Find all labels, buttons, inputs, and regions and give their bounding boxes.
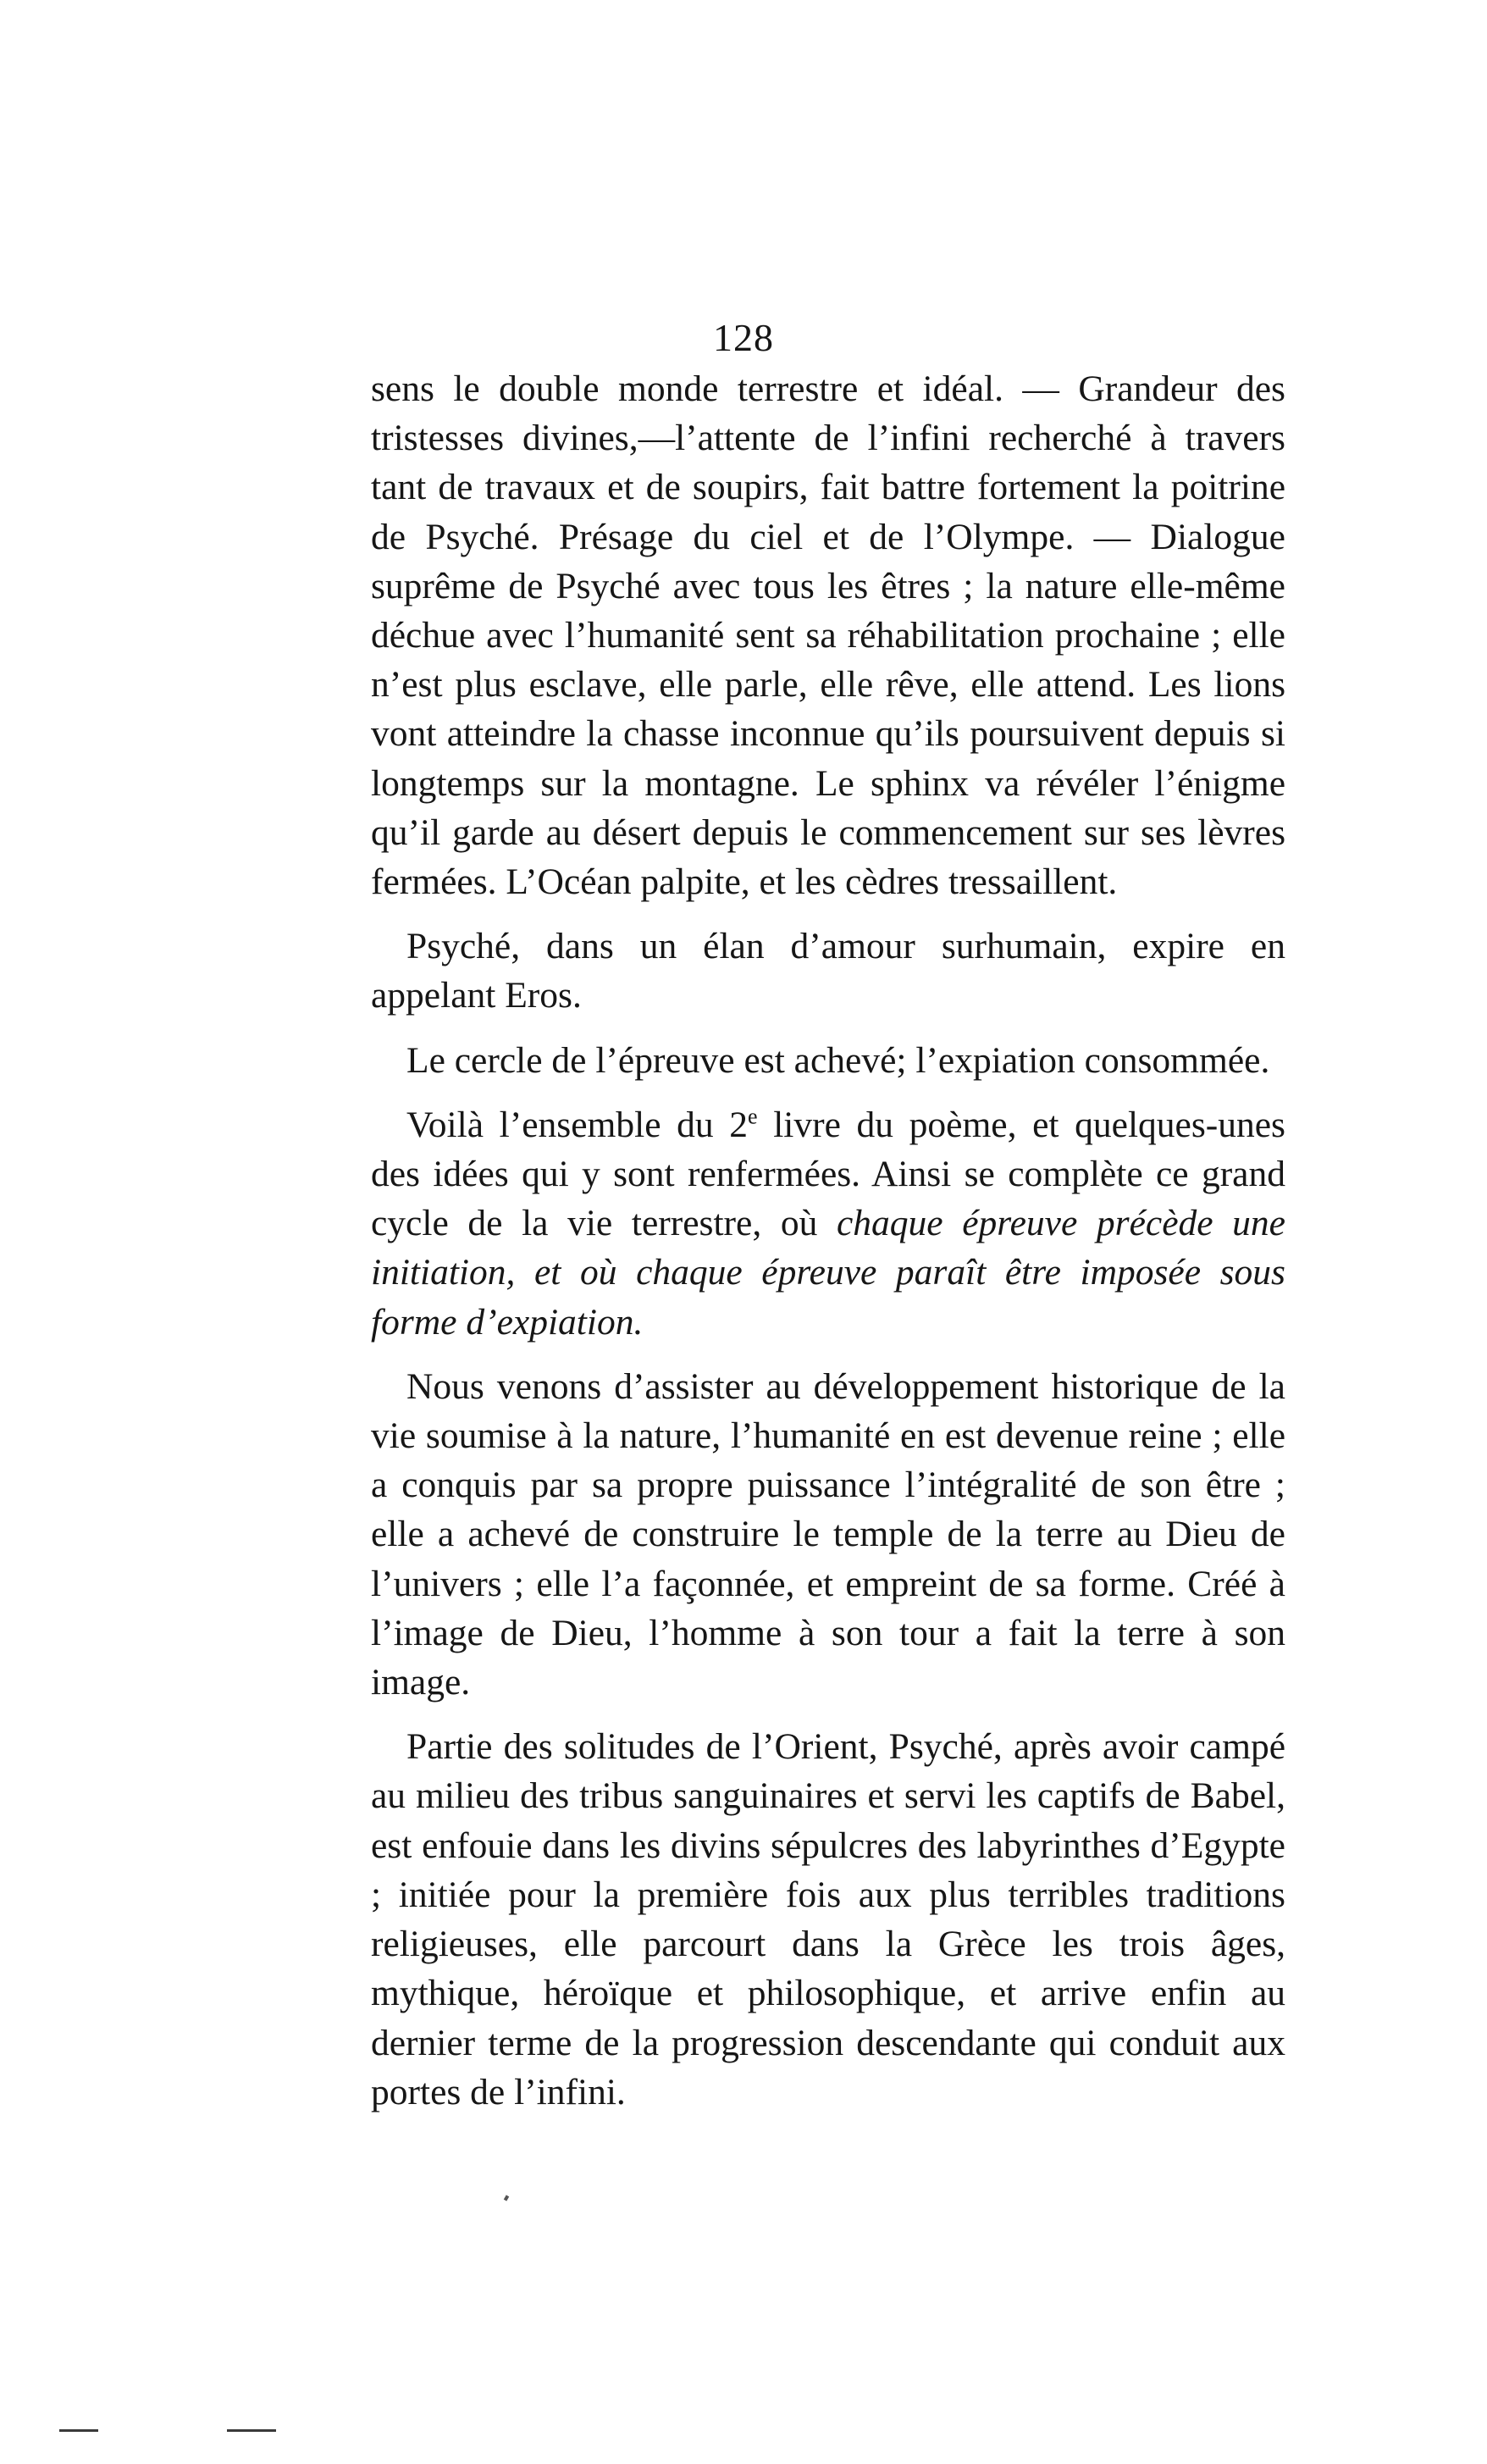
italic-phrase: chaque épreuve précède une initiation, et où chaque épreuve paraît être imposée sous forme d’expiation. bbox=[371, 1203, 1285, 1343]
ordinal-superscript: e bbox=[748, 1104, 758, 1129]
scan-speck bbox=[504, 2195, 509, 2201]
paragraph-text: Voilà l’ensemble du 2 bbox=[406, 1104, 749, 1145]
paragraph-3 bbox=[371, 1036, 1285, 1085]
scan-mark-right bbox=[227, 2429, 276, 2432]
paragraph-5 bbox=[371, 1362, 1285, 1707]
page-number: 128 bbox=[713, 316, 774, 359]
paragraph-text: Nous venons d’assister au développement historique de la vie soumise à la nature, l’humanité en est devenue reine ; elle a conquis par sa propre puissance l’intégralité de son être ; elle a achevé de construire le temple de la terre au Dieu de l’univers ; elle l’a façonnée, et empreint de sa forme. Créé à l’image de Dieu, l’homme à son tour a fait la terre à son image. bbox=[371, 1365, 1285, 1703]
paragraph-text: Partie des solitudes de l’Orient, Psyché, après avoir campé au milieu des tribus sanguinaires et servi les captifs de Babel, est enfouie dans les divins sépulcres des labyrinthes d’Egypte ; initiée pour la première fois aux plus terribles traditions religieuses, elle parcourt dans la Grèce les trois âges, mythique, héroïque et philosophique, et arrive enfin au dernier terme de la progression descendante qui conduit aux portes de l’infini. bbox=[371, 1726, 1285, 2112]
paragraph-text: sens le double monde terrestre et idéal. — Grandeur des tristesses divines,—l’attente de l’infini recherché à travers tant de travaux et de soupirs, fait battre fortement la poitrine de Psyché. Présage du ciel et de l’Olympe. — Dialogue suprême de Psyché avec tous les êtres ; la nature elle-même déchue avec l’humanité sent sa réhabilitation prochaine ; elle n’est plus esclave, elle parle, elle rêve, elle attend. Les lions vont atteindre la chasse inconnue qu’ils poursuivent depuis si longtemps sur la montagne. Le sphinx va révéler l’énigme qu’il garde au désert depuis le commencement sur ses lèvres fermées. L’Océan palpite, et les cèdres tressaillent. bbox=[371, 368, 1285, 903]
paragraph-4 bbox=[371, 1100, 1285, 1347]
paragraph-2 bbox=[371, 922, 1285, 1020]
paragraph-1 bbox=[371, 364, 1285, 906]
paragraph-text: Psyché, dans un élan d’amour surhumain, expire en appelant Eros. bbox=[371, 926, 1285, 1016]
body-text bbox=[371, 364, 1285, 2132]
paragraph-6 bbox=[371, 1722, 1285, 2117]
paragraph-text: Le cercle de l’épreuve est achevé; l’expiation consommée. bbox=[406, 1039, 1270, 1081]
paragraph-text: livre du poème, et quelques-unes des idées qui y sont renfermées. Ainsi se complète ce grand cycle de la vie terrestre, où bbox=[371, 1104, 1285, 1244]
scan-mark-left bbox=[59, 2429, 98, 2432]
